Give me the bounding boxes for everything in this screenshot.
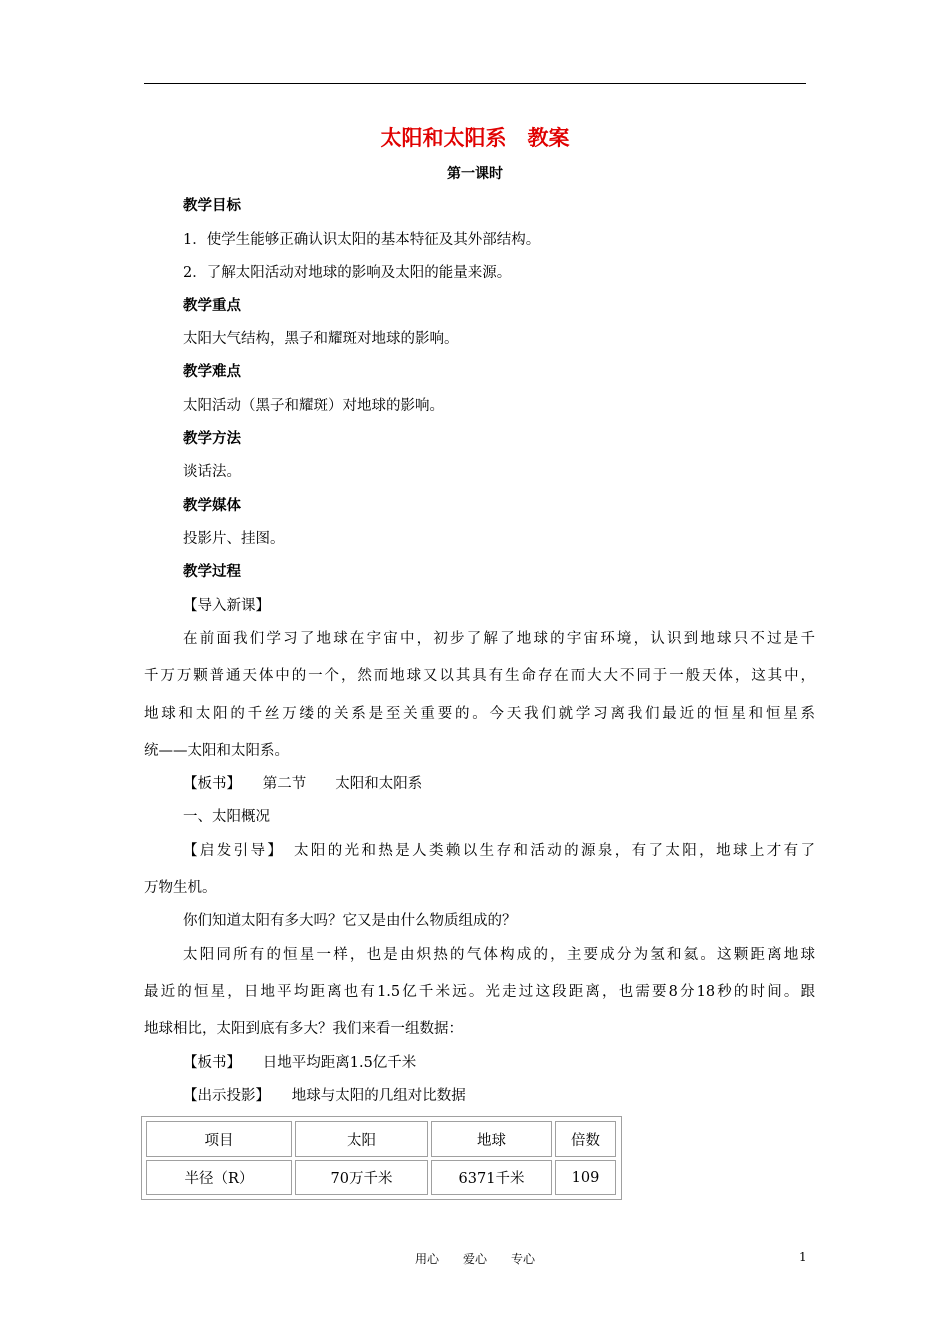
table-cell: 109 xyxy=(555,1160,616,1195)
sun-paragraph-line: 地球相比，太阳到底有多大？我们来看一组数据： xyxy=(144,1021,463,1037)
goal-item-1: 1．使学生能够正确认识太阳的基本特征及其外部结构。 xyxy=(183,232,541,248)
intro-paragraph-line: 千万万颗普通天体中的一个，然而地球又以其具有生命存在而大大不同于一般天体，这其中， xyxy=(144,668,815,684)
focus-text: 太阳大气结构，黑子和耀斑对地球的影响。 xyxy=(183,331,459,347)
intro-heading: 【导入新课】 xyxy=(183,598,270,614)
section-heading: 一、太阳概况 xyxy=(183,809,270,825)
intro-paragraph-line: 统——太阳和太阳系。 xyxy=(144,743,289,759)
document-subtitle: 第一课时 xyxy=(447,166,503,182)
projection-note: 【出示投影】 地球与太阳的几组对比数据 xyxy=(183,1088,466,1104)
page-number: 1 xyxy=(799,1250,807,1264)
goal-heading: 教学目标 xyxy=(183,198,241,214)
board-note: 【板书】 第二节 太阳和太阳系 xyxy=(183,776,423,792)
comparison-table xyxy=(141,1116,622,1200)
sun-paragraph-line: 太阳同所有的恒星一样，也是由炽热的气体构成的，主要成分为氢和氦。这颗距离地球 xyxy=(183,947,815,963)
table-header-cell: 太阳 xyxy=(295,1121,428,1157)
guide-paragraph-line: 【启发引导】 太阳的光和热是人类赖以生存和活动的源泉，有了太阳，地球上才有了 xyxy=(183,843,815,859)
table-header-cell: 地球 xyxy=(431,1121,552,1157)
document-title: 太阳和太阳系 教案 xyxy=(380,126,570,150)
guide-paragraph-line: 万物生机。 xyxy=(144,880,217,896)
table-cell: 6371千米 xyxy=(431,1160,552,1195)
focus-heading: 教学重点 xyxy=(183,298,241,314)
difficulty-text: 太阳活动（黑子和耀斑）对地球的影响。 xyxy=(183,398,444,414)
media-heading: 教学媒体 xyxy=(183,498,241,514)
table-header-cell: 倍数 xyxy=(555,1121,616,1157)
board-note: 【板书】 日地平均距离1.5亿千米 xyxy=(183,1055,417,1071)
question-text: 你们知道太阳有多大吗？它又是由什么物质组成的？ xyxy=(183,913,517,929)
table-header-cell: 项目 xyxy=(146,1121,292,1157)
media-text: 投影片、挂图。 xyxy=(183,531,285,547)
table-cell: 70万千米 xyxy=(295,1160,428,1195)
difficulty-heading: 教学难点 xyxy=(183,364,241,380)
intro-paragraph-line: 在前面我们学习了地球在宇宙中，初步了解了地球的宇宙环境，认识到地球只不过是千 xyxy=(183,631,815,647)
table-cell: 半径（R） xyxy=(146,1160,292,1195)
intro-paragraph-line: 地球和太阳的千丝万缕的关系是至关重要的。今天我们就学习离我们最近的恒星和恒星系 xyxy=(144,706,815,722)
page-footer: 用心 爱心 专心 xyxy=(414,1252,535,1266)
method-text: 谈话法。 xyxy=(183,464,241,480)
method-heading: 教学方法 xyxy=(183,431,241,447)
sun-paragraph-line: 最近的恒星，日地平均距离也有1.5亿千米远。光走过这段距离，也需要8分18秒的时间。跟 xyxy=(144,984,815,1000)
header-rule xyxy=(144,83,806,84)
goal-item-2: 2．了解太阳活动对地球的影响及太阳的能量来源。 xyxy=(183,265,512,281)
process-heading: 教学过程 xyxy=(183,564,241,580)
